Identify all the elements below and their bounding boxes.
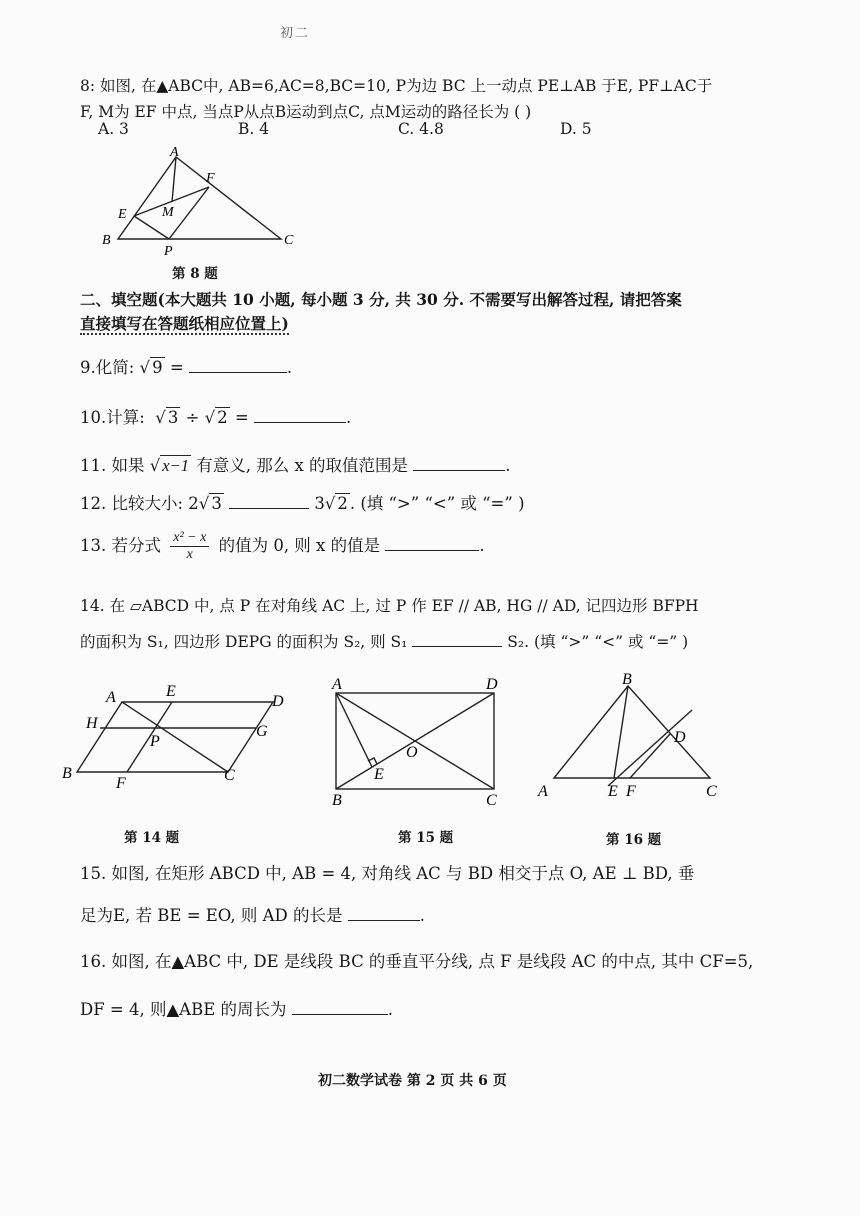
q15-label-o: O bbox=[406, 744, 418, 761]
q15-label-b: B bbox=[332, 792, 342, 809]
q8-label-b: B bbox=[102, 233, 111, 248]
q15-label-d: D bbox=[486, 676, 498, 693]
q9-end: . bbox=[286, 358, 293, 377]
q8-label-m: M bbox=[162, 205, 174, 220]
figure-q15 bbox=[326, 675, 506, 809]
q10-end: . bbox=[346, 408, 352, 427]
q16-caption: 第 16 题 bbox=[606, 832, 662, 848]
q13-denominator: x bbox=[186, 547, 193, 562]
q14-line2a: 的面积为 S₁, 四边形 DEPG 的面积为 S₂, 则 S₁ bbox=[80, 633, 408, 651]
q8-caption: 第 8 题 bbox=[172, 266, 218, 282]
q8-triangle: ▲ABC bbox=[156, 77, 204, 95]
q16-answer-blank[interactable] bbox=[292, 1000, 388, 1015]
q16-line2 bbox=[80, 996, 393, 1020]
q14-label-b: B bbox=[62, 765, 72, 782]
q11-end: . bbox=[505, 456, 511, 475]
q14-label-e: E bbox=[166, 683, 176, 700]
figure-q8 bbox=[96, 140, 316, 260]
q8-label-a: A bbox=[170, 145, 179, 160]
q12-suffix: . (填 “>” “<” 或 “=” ) bbox=[349, 494, 525, 513]
q16-de-extended bbox=[608, 710, 692, 786]
q8-text-b: 中, AB=6,AC=8,BC=10, P为边 BC 上一动点 PE⊥AB 于E, PF⊥AC于 bbox=[203, 77, 713, 95]
q14-caption: 第 14 题 bbox=[124, 830, 180, 846]
q8-am bbox=[172, 157, 176, 202]
figure-q14 bbox=[58, 680, 298, 796]
q12: 12. 比较大小: 2√ 3 3√ 2 . (填 “>” “<” 或 “=” ) bbox=[80, 494, 525, 513]
q13-suffix: 的值为 0, 则 x 的值是 bbox=[218, 536, 381, 555]
q15-caption: 第 15 题 bbox=[398, 830, 454, 846]
q16-label-f: F bbox=[626, 783, 636, 800]
q13-prefix: 13. 若分式 bbox=[80, 536, 161, 555]
q8-option-a: A. 3 bbox=[98, 120, 129, 138]
q8-option-b: B. 4 bbox=[238, 120, 270, 138]
q8-option-d: D. 5 bbox=[560, 120, 592, 138]
q15-label-c: C bbox=[486, 792, 497, 809]
q14-label-a: A bbox=[106, 689, 116, 706]
q15-line2 bbox=[80, 902, 425, 926]
q16-label-b: B bbox=[622, 671, 632, 688]
q11-prefix: 11. 如果 bbox=[80, 456, 145, 475]
q12-answer-blank[interactable] bbox=[229, 494, 309, 509]
q14-line1: 14. 在 ▱ABCD 中, 点 P 在对角线 AC 上, 过 P 作 EF // AB, HG // AD, 记四边形 BFPH bbox=[80, 597, 699, 615]
q11-radicand: x−1 bbox=[162, 456, 189, 475]
q9-eq: = bbox=[169, 358, 184, 377]
q13 bbox=[80, 530, 485, 563]
q14-label-d: D bbox=[272, 693, 284, 710]
q14-label-c: C bbox=[224, 767, 235, 784]
q10: 10.计算: √ 3 ÷ √ 2 = . bbox=[80, 408, 352, 427]
page-footer: 初二数学试卷 第 2 页 共 6 页 bbox=[318, 1073, 507, 1089]
q11: 11. 如果 √ x−1 有意义, 那么 x 的取值范围是 . bbox=[80, 456, 511, 475]
q13-answer-blank[interactable] bbox=[385, 536, 479, 551]
q10-eq: = bbox=[234, 408, 249, 427]
q14-line2b: S₂. (填 “>” “<” 或 “=” ) bbox=[507, 633, 689, 651]
q15-label-e: E bbox=[374, 766, 384, 783]
q8-line1 bbox=[80, 74, 712, 96]
q11-suffix: 有意义, 那么 x 的取值范围是 bbox=[196, 456, 409, 475]
q16-line1: 16. 如图, 在▲ABC 中, DE 是线段 BC 的垂直平分线, 点 F 是线段 AC 的中点, 其中 CF=5, bbox=[80, 952, 754, 971]
q13-fraction bbox=[170, 530, 209, 563]
q9-prefix: 9.化简: bbox=[80, 358, 135, 377]
section2-line2-text: 直接填写在答题纸相应位置上) bbox=[80, 314, 289, 333]
q11-answer-blank[interactable] bbox=[413, 456, 505, 471]
q14-answer-blank[interactable] bbox=[412, 632, 502, 647]
q8-line2: F, M为 EF 中点, 当点P从点B运动到点C, 点M运动的路径长为 ( ) bbox=[80, 103, 532, 121]
section2-line2 bbox=[80, 312, 289, 334]
q15-answer-blank[interactable] bbox=[348, 906, 420, 921]
q10-b: 2 bbox=[217, 408, 228, 427]
q8-label-e: E bbox=[118, 207, 127, 222]
q16-line2a: DF = 4, 则▲ABE 的周长为 bbox=[80, 1000, 287, 1019]
q16-label-c: C bbox=[706, 783, 717, 800]
q14-label-p: P bbox=[150, 733, 160, 750]
q8-label-c: C bbox=[284, 233, 294, 248]
q8-text-a: 8: 如图, 在 bbox=[80, 77, 157, 95]
q12-right-coef: 3 bbox=[314, 494, 325, 513]
q13-end: . bbox=[479, 536, 485, 555]
q16-label-a: A bbox=[538, 783, 548, 800]
q16-label-e: E bbox=[608, 783, 618, 800]
q10-answer-blank[interactable] bbox=[254, 408, 346, 423]
q9: 9.化简: √ 9 = . bbox=[80, 358, 293, 377]
q12-prefix: 12. 比较大小: bbox=[80, 494, 184, 513]
q14-line2 bbox=[80, 630, 688, 652]
q14-label-f: F bbox=[116, 775, 126, 792]
q10-prefix: 10.计算: bbox=[80, 408, 145, 427]
q10-op: ÷ bbox=[185, 408, 200, 427]
q12-left-rad: 3 bbox=[211, 494, 222, 513]
q15-end: . bbox=[419, 906, 425, 925]
page-header: 初二 bbox=[280, 26, 311, 41]
q10-a: 3 bbox=[167, 408, 179, 427]
q9-answer-blank[interactable] bbox=[189, 358, 287, 373]
q9-radicand: 9 bbox=[152, 358, 163, 377]
q8-label-p: P bbox=[164, 244, 173, 259]
q13-numerator: x² − x bbox=[170, 530, 209, 547]
q16-label-d: D bbox=[674, 729, 686, 746]
q15-line2a: 足为E, 若 BE = EO, 则 AD 的长是 bbox=[80, 906, 343, 925]
q8-label-f: F bbox=[206, 171, 215, 186]
q15-label-a: A bbox=[332, 676, 342, 693]
q14-label-h: H bbox=[86, 715, 98, 732]
section2-line1: 二、填空题(本大题共 10 小题, 每小题 3 分, 共 30 分. 不需要写出解答过程, 请把答案 bbox=[80, 290, 682, 309]
q14-label-g: G bbox=[256, 723, 268, 740]
q12-left-coef: 2 bbox=[188, 494, 199, 513]
figure-q16 bbox=[534, 668, 734, 802]
q16-df bbox=[630, 734, 670, 778]
q12-right-rad: 2 bbox=[337, 494, 348, 513]
q15-line1: 15. 如图, 在矩形 ABCD 中, AB = 4, 对角线 AC 与 BD 相交于点 O, AE ⊥ BD, 垂 bbox=[80, 864, 695, 883]
q14-ac bbox=[122, 702, 228, 772]
q16-end: . bbox=[387, 1000, 393, 1019]
q8-option-c: C. 4.8 bbox=[398, 120, 444, 138]
q8-triangle-shape bbox=[118, 157, 281, 239]
